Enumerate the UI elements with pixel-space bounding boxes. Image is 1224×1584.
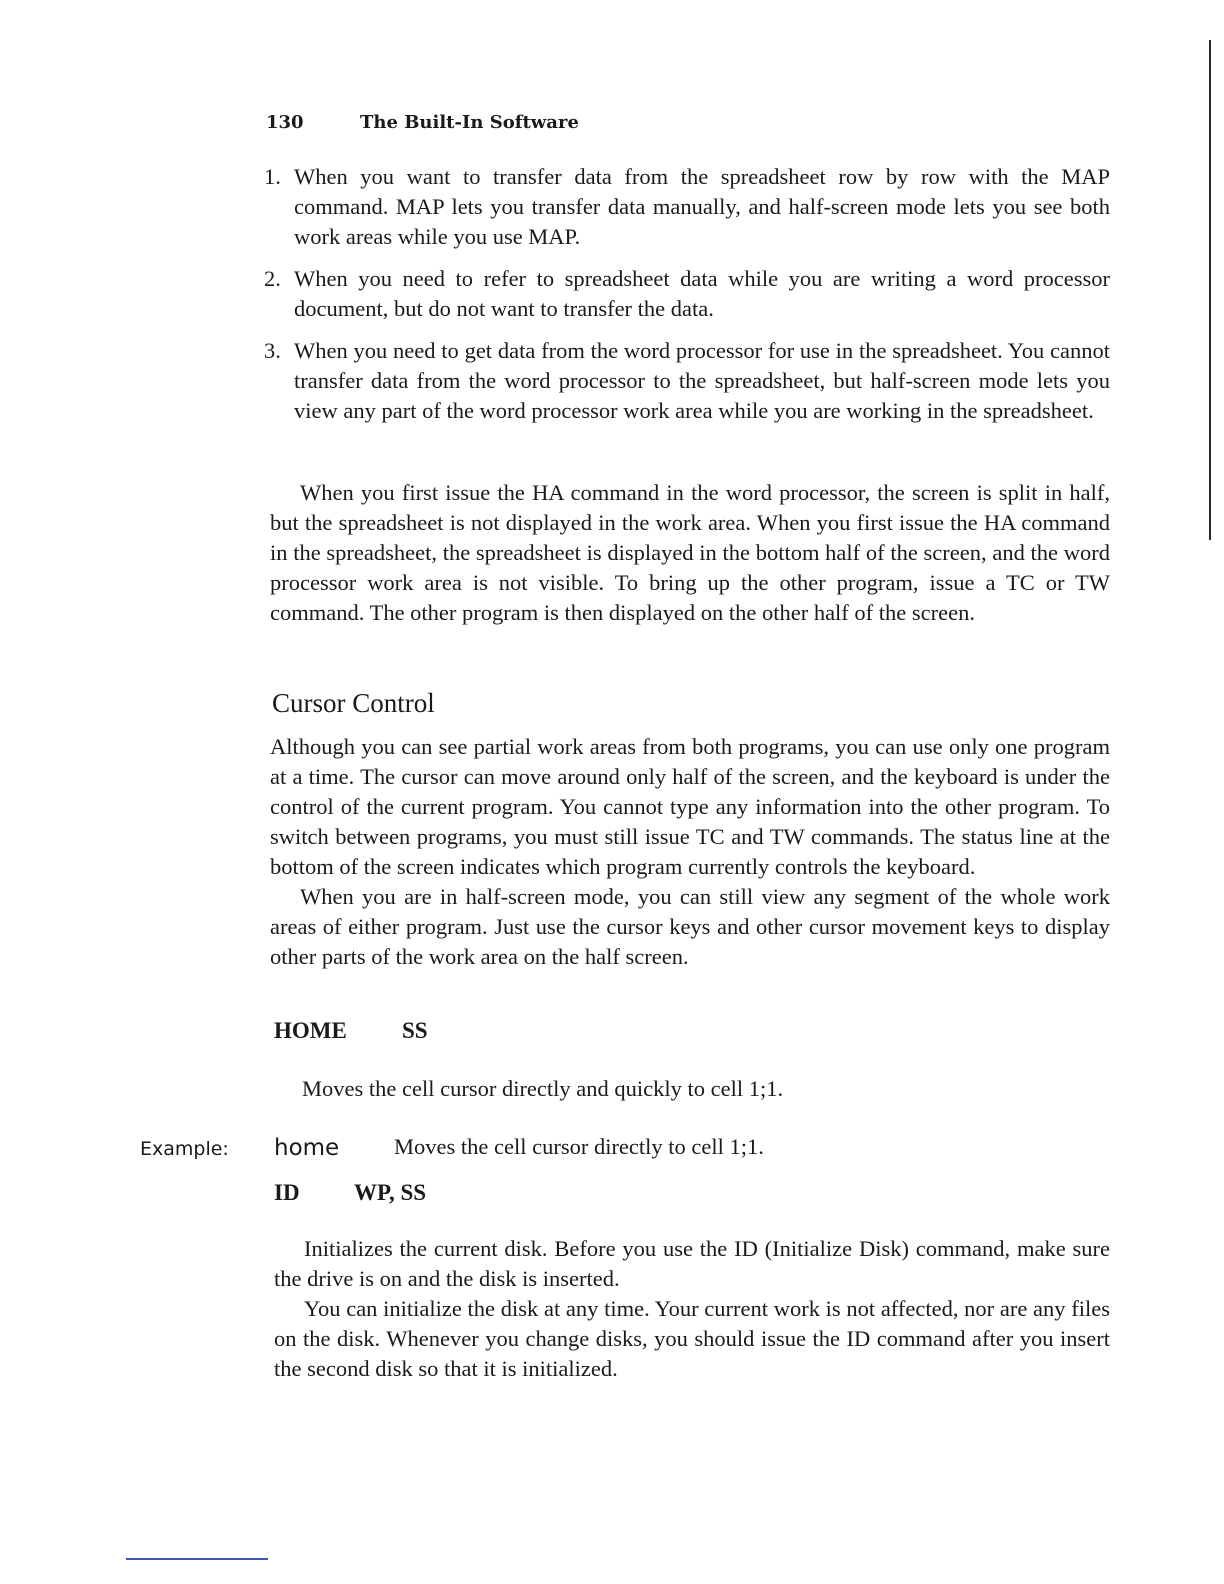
cursor-paragraph-1: Although you can see partial work areas from both programs, you can use only one program at a time. The cursor can move around only half of the screen, and the keyboard is under the control of the current program. You cannot type any information into the other program. To switch between programs, you must still issue TC and TW commands. The status line at the bottom of the screen indicates which program currently controls the keyboard. — [270, 734, 1110, 879]
example-code: home — [274, 1135, 340, 1161]
footnote-rule — [126, 1558, 268, 1560]
numbered-list — [264, 162, 1110, 438]
list-item — [264, 336, 1110, 426]
id-command-context: WP, SS — [354, 1180, 427, 1205]
page-number: 130 — [266, 112, 304, 133]
id-command-name: ID — [274, 1180, 300, 1205]
id-command-heading — [274, 1180, 426, 1206]
ha-paragraph: When you first issue the HA command in the word processor, the screen is split in half, but the spreadsheet is not displayed in the work area. When you first issue the HA command in the spreadsheet, the spreadsheet is displayed in the bottom half of the screen, and the word processor work area is not visible. To bring up the other program, issue a TC or TW command. The other program is then displayed on the other half of the screen. — [270, 480, 1110, 625]
page-edge-rule — [1209, 40, 1211, 540]
list-item — [264, 162, 1110, 252]
list-item-text: When you need to get data from the word processor for use in the spreadsheet. You cannot transfer data from the word processor to the spreadsheet, but half-screen mode lets you view any part of the word processor work area while you are working in the spreadsheet. — [294, 338, 1110, 423]
cursor-section-body — [270, 732, 1110, 972]
list-item — [264, 264, 1110, 324]
example-description: Moves the cell cursor directly to cell 1;1. — [394, 1134, 764, 1159]
list-item-text: When you need to refer to spreadsheet data while you are writing a word processor document, but do not want to transfer the data. — [294, 266, 1110, 321]
home-command-heading — [274, 1018, 428, 1044]
running-header — [266, 112, 579, 133]
list-item-number: 3. — [264, 338, 281, 363]
id-command-body — [274, 1234, 1110, 1384]
example-label: Example: — [140, 1138, 229, 1160]
id-paragraph-2: You can initialize the disk at any time. Your current work is not affected, nor are any files on the disk. Whenever you change disks, you should issue the ID command after you insert the second disk so that it is initialized. — [274, 1296, 1110, 1381]
running-title: The Built-In Software — [360, 112, 579, 133]
cursor-paragraph-2: When you are in half-screen mode, you can still view any segment of the whole work areas of either program. Just use the cursor keys and other cursor movement keys to display other parts of the work area on the half screen. — [270, 884, 1110, 969]
home-command-name: HOME — [274, 1018, 347, 1043]
list-item-number: 1. — [264, 164, 281, 189]
section-title: Cursor Control — [272, 688, 435, 718]
home-command-description: Moves the cell cursor directly and quickly to cell 1;1. — [302, 1076, 784, 1101]
home-command-context: SS — [402, 1018, 428, 1043]
list-item-text: When you want to transfer data from the spreadsheet row by row with the MAP command. MAP lets you transfer data manually, and half-screen mode lets you see both work areas while you use MAP. — [294, 164, 1110, 249]
ha-paragraph-block — [270, 478, 1110, 628]
id-paragraph-1: Initializes the current disk. Before you use the ID (Initialize Disk) command, make sure the drive is on and the disk is inserted. — [274, 1236, 1110, 1291]
list-item-number: 2. — [264, 266, 281, 291]
